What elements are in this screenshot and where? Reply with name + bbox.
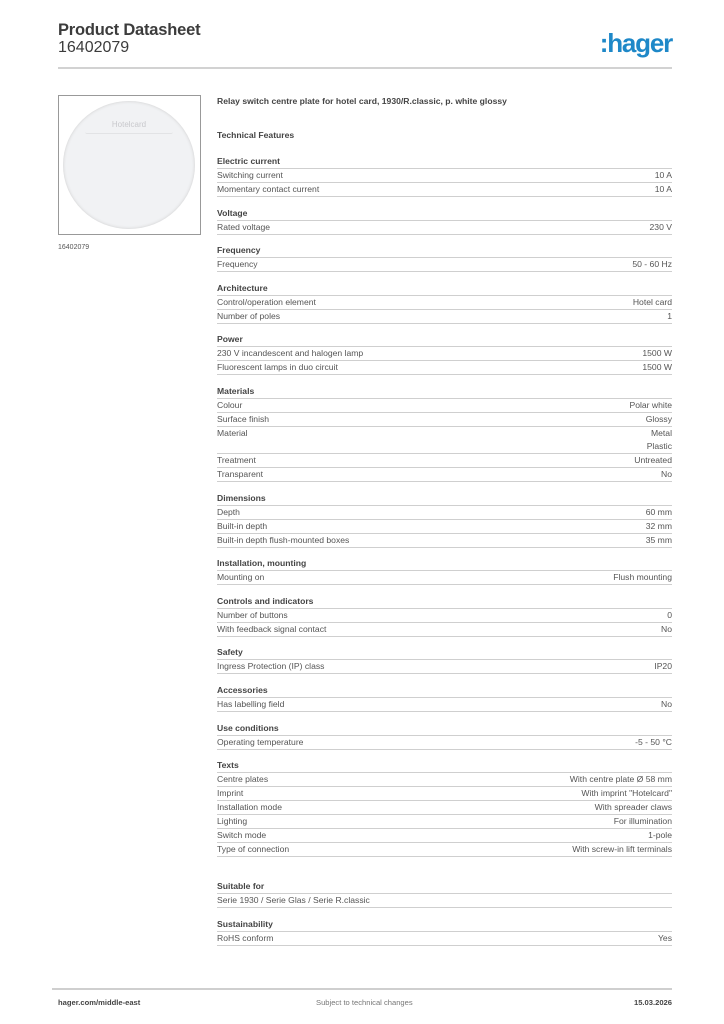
feature-row xyxy=(217,894,672,908)
feature-value: 0 xyxy=(667,609,672,620)
feature-section xyxy=(217,646,672,674)
feature-section xyxy=(217,492,672,548)
section-heading: Safety xyxy=(217,646,672,660)
feature-row xyxy=(217,773,672,787)
feature-value: 1500 W xyxy=(642,362,672,373)
feature-row xyxy=(217,534,672,548)
feature-value: 10 A xyxy=(654,184,672,194)
section-heading: Architecture xyxy=(217,282,672,296)
feature-label: Frequency xyxy=(217,259,258,270)
product-description: Relay switch centre plate for hotel card, 1930/R.classic, p. white glossy xyxy=(217,96,507,106)
feature-label: Built-in depth xyxy=(217,520,268,531)
feature-row xyxy=(217,787,672,801)
footer-date: 15.03.2026 xyxy=(633,998,672,1007)
section-heading: Use conditions xyxy=(217,722,672,736)
feature-row xyxy=(217,347,672,361)
product-code: 16402079 xyxy=(58,39,130,56)
feature-row xyxy=(217,506,672,520)
feature-label: Number of buttons xyxy=(217,609,288,620)
feature-value: Polar white xyxy=(629,399,672,410)
feature-value: No xyxy=(661,468,672,479)
feature-row xyxy=(217,310,672,324)
feature-value: Hotel card xyxy=(632,296,672,307)
feature-row xyxy=(217,815,672,829)
feature-label: Fluorescent lamps in duo circuit xyxy=(217,362,338,373)
feature-label: Operating temperature xyxy=(217,736,304,747)
feature-label: Imprint xyxy=(217,788,244,799)
section-heading: Electric current xyxy=(217,155,672,169)
feature-section xyxy=(217,155,672,197)
section-heading: Installation, mounting xyxy=(217,557,672,571)
feature-row xyxy=(217,413,672,427)
feature-label: Installation mode xyxy=(217,802,282,813)
feature-value: -5 - 50 °C xyxy=(635,736,672,747)
feature-value: 60 mm xyxy=(645,506,672,517)
feature-value: With centre plate Ø 58 mm xyxy=(569,774,672,785)
feature-label: Ingress Protection (IP) class xyxy=(217,661,325,672)
feature-label: Lighting xyxy=(217,816,248,827)
feature-value: 10 A xyxy=(654,170,672,180)
feature-section xyxy=(217,333,672,375)
feature-label: Has labelling field xyxy=(217,698,285,709)
feature-value: For illumination xyxy=(613,816,672,827)
feature-label: Control/operation element xyxy=(217,296,316,307)
feature-row xyxy=(217,698,672,712)
feature-row xyxy=(217,468,672,482)
feature-section xyxy=(217,595,672,637)
feature-row xyxy=(217,801,672,815)
feature-row xyxy=(217,296,672,310)
feature-value: With spreader claws xyxy=(594,802,672,813)
page-title: Product Datasheet xyxy=(58,21,201,39)
feature-row xyxy=(217,427,672,454)
feature-label: Transparent xyxy=(217,468,264,479)
feature-value: Glossy xyxy=(645,413,672,424)
feature-section xyxy=(217,722,672,750)
feature-value: With imprint "Hotelcard" xyxy=(581,788,672,799)
technical-features-heading: Technical Features xyxy=(217,130,295,140)
image-caption: 16402079 xyxy=(58,244,90,251)
feature-value: 1-pole xyxy=(648,830,672,841)
feature-label: Number of poles xyxy=(217,310,281,321)
feature-value: 1500 W xyxy=(642,348,672,359)
feature-value: Flush mounting xyxy=(613,572,672,583)
feature-row xyxy=(217,843,672,857)
product-image xyxy=(58,95,201,235)
feature-label: With feedback signal contact xyxy=(217,623,327,634)
feature-row xyxy=(217,829,672,843)
feature-section xyxy=(217,207,672,235)
feature-value: No xyxy=(661,698,672,709)
feature-section xyxy=(217,244,672,272)
feature-label: Mounting on xyxy=(217,572,265,583)
feature-row xyxy=(217,169,672,183)
feature-section xyxy=(217,880,672,908)
footer-website-link[interactable]: hager.com/middle-east xyxy=(58,998,141,1007)
feature-value: 230 V xyxy=(649,221,672,232)
feature-row xyxy=(217,623,672,637)
section-heading: Power xyxy=(217,333,672,347)
feature-value: IP20 xyxy=(654,661,672,672)
feature-section xyxy=(217,918,672,946)
feature-value: No xyxy=(661,623,672,634)
section-heading: Texts xyxy=(217,759,672,773)
feature-row xyxy=(217,571,672,585)
feature-label: RoHS conform xyxy=(217,932,274,943)
feature-section xyxy=(217,684,672,712)
feature-row xyxy=(217,183,672,197)
feature-label: Built-in depth flush-mounted boxes xyxy=(217,534,350,545)
feature-value: With screw-in lift terminals xyxy=(572,844,672,855)
feature-label: Material xyxy=(217,427,248,438)
feature-section xyxy=(217,385,672,482)
feature-value: 50 - 60 Hz xyxy=(632,259,672,270)
feature-value: Yes xyxy=(657,932,672,943)
feature-sections xyxy=(217,155,672,955)
feature-label: Depth xyxy=(217,506,240,517)
feature-row xyxy=(217,736,672,750)
feature-label: Switching current xyxy=(217,170,283,180)
hager-logo: :hager xyxy=(599,28,672,58)
footer-notice: Subject to technical changes xyxy=(316,998,413,1007)
feature-label: Centre plates xyxy=(217,774,269,785)
feature-label: Treatment xyxy=(217,454,256,465)
plate-imprint: Hotelcard xyxy=(111,120,147,129)
centre-plate-graphic xyxy=(63,101,195,229)
feature-row xyxy=(217,520,672,534)
footer-divider xyxy=(52,988,672,990)
feature-row xyxy=(217,932,672,946)
feature-label: Surface finish xyxy=(217,413,270,424)
feature-label: Serie 1930 / Serie Glas / Serie R.classic xyxy=(217,895,370,906)
feature-value: 1 xyxy=(667,310,672,321)
feature-row xyxy=(217,609,672,623)
feature-row xyxy=(217,660,672,674)
header-divider xyxy=(58,67,672,69)
section-heading: Controls and indicators xyxy=(217,595,672,609)
feature-label: Colour xyxy=(217,399,243,410)
feature-row xyxy=(217,454,672,468)
section-heading: Frequency xyxy=(217,244,672,258)
section-heading: Sustainability xyxy=(217,918,672,932)
feature-value: Metal Plastic xyxy=(646,427,672,451)
feature-label: Switch mode xyxy=(217,830,267,841)
feature-section xyxy=(217,557,672,585)
feature-value: Untreated xyxy=(634,454,672,465)
feature-section xyxy=(217,282,672,324)
section-heading: Materials xyxy=(217,385,672,399)
section-heading: Accessories xyxy=(217,684,672,698)
section-heading: Voltage xyxy=(217,207,672,221)
feature-row xyxy=(217,258,672,272)
section-heading: Suitable for xyxy=(217,880,672,894)
feature-label: 230 V incandescent and halogen lamp xyxy=(217,348,364,359)
feature-label: Rated voltage xyxy=(217,221,271,232)
section-heading: Dimensions xyxy=(217,492,672,506)
feature-section xyxy=(217,759,672,857)
feature-label: Momentary contact current xyxy=(217,184,320,194)
feature-label: Type of connection xyxy=(217,844,290,855)
feature-value: 32 mm xyxy=(645,520,672,531)
feature-row xyxy=(217,221,672,235)
feature-row xyxy=(217,361,672,375)
feature-value: 35 mm xyxy=(645,534,672,545)
feature-row xyxy=(217,399,672,413)
